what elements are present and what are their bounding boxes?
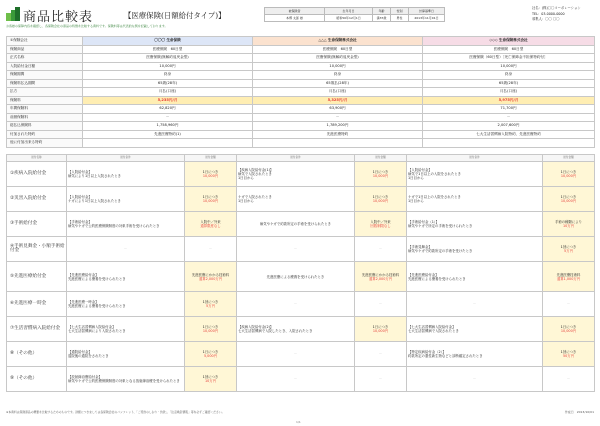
summary-row	[7, 96, 595, 105]
benefit-amount-value: 5,000円	[203, 354, 218, 359]
meta-label: 生年月日	[325, 8, 373, 15]
summary-row-label: 総払込保険料	[7, 122, 83, 131]
summary-cell	[253, 139, 423, 148]
benefit-condition	[67, 162, 185, 187]
summary-cell: 医療保険(無解約返戻金型)	[253, 54, 423, 63]
benefit-amount-value: 通算限度なし	[200, 224, 221, 229]
benefit-text-line: 退院後の通院をされたとき	[68, 354, 109, 359]
benefit-text-line: 七大生活習慣病により入院されたとき	[68, 329, 126, 334]
benefit-amount-value: 通算2,000万円	[198, 276, 223, 281]
benefit-text-line: 【放射線治療給付金】	[68, 375, 102, 379]
benefit-condition	[67, 317, 185, 342]
benefit-amount	[355, 317, 407, 342]
benefit-text-line: 1日につき	[560, 170, 577, 174]
summary-cell: 先進医療特約	[253, 130, 423, 139]
benefit-text-line: 1日につき	[560, 325, 577, 329]
summary-row-label: 前納保険料	[7, 113, 83, 122]
benefits-column-header: 給付金額	[185, 155, 237, 162]
page-number: 1/1	[296, 420, 301, 424]
benefit-text-line: 【特定疾病給付金（2）】	[408, 350, 446, 354]
benefit-text-line: 【疾病入院給付金(2)】	[238, 325, 274, 329]
benefit-row	[7, 342, 595, 367]
benefit-amount	[185, 317, 237, 342]
benefit-condition	[237, 162, 355, 187]
benefit-amount-value: 10,000円	[202, 329, 219, 334]
benefit-condition	[407, 367, 543, 392]
header-note: お客様の保障内容を確認し、各保険会社の商品の特徴を比較する資料です。保険料等は代表的な例を記載しております。	[6, 24, 168, 28]
summary-row-label: 正式名称	[7, 54, 83, 63]
benefit-condition	[67, 342, 185, 367]
benefit-condition	[407, 187, 543, 212]
benefit-amount-value: 通算1,000万円	[556, 276, 581, 281]
benefits-table	[6, 154, 595, 392]
benefit-amount	[185, 292, 237, 317]
benefit-text-line: －	[293, 247, 298, 252]
summary-row-label: 他に付加出来る特約	[7, 139, 83, 148]
benefit-condition	[407, 162, 543, 187]
summary-row-label: 払方	[7, 88, 83, 97]
benefit-text-line: 病気やケガで公的医療保険制度の対象手術を受けられたとき	[68, 224, 160, 229]
summary-cell: 5,325円/月	[253, 96, 423, 105]
summary-cell: 2,007,600円	[423, 122, 595, 131]
benefits-column-header: 給付名称	[7, 155, 67, 162]
benefit-text-line: 【入院給付金】	[408, 167, 432, 172]
summary-cell: 七大生活習慣病入院特約、先進医療特約	[423, 130, 595, 139]
benefit-amount	[543, 292, 595, 317]
benefit-amount	[185, 342, 237, 367]
summary-cell: －	[423, 113, 595, 122]
benefit-amount-value: 10,000円	[202, 174, 219, 179]
benefit-text-line: 【先進医療一時金】	[68, 300, 99, 304]
benefit-condition	[237, 187, 355, 212]
benefit-condition	[407, 212, 543, 237]
insured-info-table	[264, 7, 445, 22]
summary-row-label: 入院給付金日額	[7, 62, 83, 71]
benefit-amount-value: －	[378, 302, 383, 307]
benefit-amount	[355, 292, 407, 317]
summary-cell: 62,820円	[83, 105, 253, 114]
benefit-text-line: －	[123, 247, 128, 252]
page-header	[6, 5, 594, 35]
meta-label: 被保険者	[265, 8, 325, 15]
benefit-amount-value: 10,000円	[560, 329, 577, 334]
summary-row-label: 付加された特約	[7, 130, 83, 139]
calc-date: 2013年11月01日	[409, 15, 445, 22]
summary-row-label: 保険商品	[7, 45, 83, 54]
benefit-text-line: 先進医療にかかる技術料	[361, 272, 400, 277]
benefit-text-line: 七大生活習慣病で入院したとき、入院されたとき	[238, 329, 313, 334]
summary-row	[7, 105, 595, 114]
benefit-text-line: 1日につき	[372, 195, 389, 199]
benefit-condition	[67, 367, 185, 392]
benefit-label: ②災害入院給付金	[7, 187, 67, 212]
summary-row	[7, 79, 595, 88]
summary-cell	[83, 139, 253, 148]
benefit-amount-value: －	[566, 302, 571, 307]
summary-row	[7, 62, 595, 71]
summary-cell: 終身	[83, 71, 253, 80]
benefits-column-header: 給付金額	[355, 155, 407, 162]
benefit-row	[7, 367, 595, 392]
benefit-text-line: 病気やケガで所定の手術を受けられたとき	[408, 224, 473, 229]
summary-cell: 1,758,960円	[83, 122, 253, 131]
benefit-amount-value: －	[208, 247, 213, 252]
benefit-amount-value: 50万円	[562, 354, 575, 359]
benefit-text-line: 【七大生活習慣病入院給付金】	[408, 325, 456, 329]
summary-row	[7, 71, 595, 80]
benefit-text-line: 1日につき	[560, 195, 577, 199]
benefit-text-line: 先進医療による療養を受けられたとき	[266, 274, 325, 279]
benefit-text-line: 【先進医療給付金】	[408, 272, 439, 277]
insured-name: 本郷 太郎 様	[265, 15, 325, 22]
benefit-text-line: 【手術給付金（1）】	[408, 220, 439, 224]
summary-cell: ◇◇◇ 生命保険株式会社	[423, 37, 595, 46]
summary-row	[7, 130, 595, 139]
benefit-amount	[355, 262, 407, 292]
benefit-condition	[67, 292, 185, 317]
benefit-amount	[543, 162, 595, 187]
benefit-amount	[543, 237, 595, 262]
benefit-amount	[355, 367, 407, 392]
benefit-text-line: 七大生活習慣病で入院されたとき	[408, 329, 459, 334]
benefit-text-line: －	[472, 377, 477, 382]
summary-row	[7, 45, 595, 54]
benefit-condition	[237, 237, 355, 262]
footer-version: 作成日 2013/10/01	[564, 410, 594, 414]
benefit-text-line: 1日につき	[202, 325, 219, 329]
summary-cell: 月払(口座)	[423, 88, 595, 97]
summary-cell: 終身	[253, 71, 423, 80]
benefit-text-line: 入院中／外来	[370, 220, 391, 224]
summary-cell: 71,700円	[423, 105, 595, 114]
summary-row-label: 保険料	[7, 96, 83, 105]
benefit-row	[7, 262, 595, 292]
summary-row	[7, 113, 595, 122]
benefit-amount	[355, 237, 407, 262]
benefit-text-line: －	[293, 352, 298, 357]
benefit-text-line: 先進医療による療養を受けられたとき	[408, 276, 466, 281]
benefit-condition	[67, 262, 185, 292]
benefit-text-line: 【入院給付金】	[68, 195, 92, 199]
benefit-text-line: 【先進医療給付金】	[68, 272, 99, 277]
benefit-text-line: 先進医療にかかる技術料	[191, 272, 230, 277]
summary-cell: －	[83, 113, 253, 122]
benefit-condition	[407, 317, 543, 342]
benefit-text-line: 1回につき	[560, 350, 577, 354]
benefit-amount	[543, 262, 595, 292]
benefit-text-line: 病気で1日以上の入院をされたとき	[408, 172, 462, 177]
benefit-text-line: 病気で入院されたとき	[238, 172, 272, 177]
benefit-condition	[407, 292, 543, 317]
summary-cell: 医療保険 60日型	[253, 45, 423, 54]
summary-row	[7, 88, 595, 97]
benefit-amount-value: 10,000円	[372, 174, 389, 179]
company-info	[532, 6, 581, 23]
benefit-text-line: 手術の種類により	[554, 220, 583, 224]
benefit-condition	[237, 292, 355, 317]
summary-row-label: 保険期間	[7, 71, 83, 80]
benefit-amount-value: 10,000円	[560, 199, 577, 204]
benefit-label: ⑤先進医療給付金	[7, 262, 67, 292]
summary-row	[7, 122, 595, 131]
summary-cell: 63,900円	[253, 105, 423, 114]
benefit-text-line: 【七大生活習慣病入院給付金】	[68, 325, 116, 329]
benefit-condition	[237, 342, 355, 367]
benefit-text-line: 【手術給付金】	[68, 220, 92, 224]
benefit-condition	[67, 212, 185, 237]
benefit-text-line: 入院中／外来	[200, 220, 221, 224]
summary-row-label: ①保険会社	[7, 37, 83, 46]
benefit-amount	[185, 212, 237, 237]
benefit-text-line: 1回につき	[560, 245, 577, 249]
benefit-text-line: 1日につき	[372, 325, 389, 329]
benefit-amount	[185, 237, 237, 262]
benefit-amount-value: 5万円	[206, 304, 215, 309]
benefit-row	[7, 292, 595, 317]
benefit-row	[7, 162, 595, 187]
benefit-label: ⑥先進医療一時金	[7, 292, 67, 317]
age: 満37歳	[373, 15, 391, 22]
benefit-amount-value: －	[378, 377, 383, 382]
benefit-amount	[185, 367, 237, 392]
summary-cell: △△△ 生命保険株式会社	[253, 37, 423, 46]
benefit-row	[7, 212, 595, 237]
summary-row-label: 保険料払込期間	[7, 79, 83, 88]
benefit-condition	[237, 262, 355, 292]
summary-row	[7, 139, 595, 148]
summary-cell: 5,235円/月	[83, 96, 253, 105]
benefit-text-line: 1回につき	[202, 300, 219, 304]
benefit-text-line: －	[293, 302, 298, 307]
benefit-row	[7, 237, 595, 262]
page-title: 商品比較表	[23, 10, 94, 25]
summary-cell: 65歳払(28年)	[253, 79, 423, 88]
benefit-amount	[543, 342, 595, 367]
benefit-text-line: ケガで1日以上の入院をされたとき	[408, 195, 461, 199]
summary-cell: 医療保険(無解約返戻金型)	[83, 54, 253, 63]
benefit-text-line: 【疾病入院給付金(1)】	[238, 167, 274, 172]
benefit-amount	[355, 187, 407, 212]
benefit-text-line: －	[293, 377, 298, 382]
summary-cell: 65歳(28年)	[423, 79, 595, 88]
company-tel: TEL：03-0000-0000	[532, 11, 565, 16]
meta-label: 年齢	[373, 8, 391, 15]
summary-cell: 月払(口座)	[83, 88, 253, 97]
summary-cell: 1,789,200円	[253, 122, 423, 131]
summary-cell: 〇〇〇 生命保険	[83, 37, 253, 46]
summary-cell: 医療保険（60日型）［死亡保障金不担保特約付］	[423, 54, 595, 63]
benefit-label: ⑧（その他）	[7, 342, 67, 367]
benefits-column-header: 給付条件	[237, 155, 355, 162]
benefit-label: ①疾病入院給付金	[7, 162, 67, 187]
benefit-text-line: －	[472, 302, 477, 307]
benefit-row	[7, 187, 595, 212]
benefit-condition	[237, 317, 355, 342]
summary-table	[6, 36, 595, 148]
benefit-amount-value: 10,000円	[372, 199, 389, 204]
benefit-text-line: 病気やケガで約款所定の手術を受けたとき	[408, 249, 473, 254]
benefit-condition	[407, 262, 543, 292]
benefit-text-line: 1日目から	[238, 176, 254, 181]
benefit-amount-value: －	[378, 352, 383, 357]
benefit-amount	[185, 187, 237, 212]
benefit-amount	[543, 187, 595, 212]
summary-row-label: 年間保険料	[7, 105, 83, 114]
company-name: 社名：(株)〇〇コーポレーション	[532, 6, 581, 10]
meta-label: 計算基準日	[409, 8, 445, 15]
summary-row	[7, 37, 595, 46]
benefit-amount	[185, 262, 237, 292]
benefit-text-line: 【通院給付金】	[68, 350, 92, 354]
summary-row	[7, 54, 595, 63]
summary-cell: 65歳(28年)	[83, 79, 253, 88]
benefit-amount-value: 10,000円	[202, 199, 219, 204]
benefit-row	[7, 317, 595, 342]
benefit-amount	[185, 162, 237, 187]
benefit-text-line: 先進医療による療養を受けられたとき	[68, 304, 126, 309]
benefit-text-line: 1日目から	[408, 199, 424, 204]
benefit-condition	[407, 342, 543, 367]
benefit-text-line: 【入院給付金】	[68, 170, 92, 174]
benefit-amount	[543, 367, 595, 392]
summary-cell: 月払(口座)	[253, 88, 423, 97]
benefit-text-line: 病気により1日以上入院されたとき	[68, 174, 122, 179]
summary-cell	[423, 139, 595, 148]
meta-label: 性別	[391, 8, 409, 15]
benefit-amount-value: 10,000円	[560, 174, 577, 179]
benefit-text-line: 【手術見舞金】	[408, 245, 432, 249]
benefit-amount-value: －	[566, 377, 571, 382]
company-rep: 募集人：〇〇 〇〇	[532, 17, 560, 21]
gender: 男性	[391, 15, 409, 22]
benefit-text-line: 1日目から	[238, 199, 254, 204]
benefit-label: ④手術見舞金・小額手術給付金	[7, 237, 67, 262]
summary-cell: 10,000円	[253, 62, 423, 71]
benefit-amount	[355, 212, 407, 237]
benefits-column-header: 給付条件	[407, 155, 543, 162]
benefit-text-line: ケガで入院されたとき	[238, 195, 272, 199]
benefit-condition	[237, 212, 355, 237]
benefit-amount-value: －	[378, 247, 383, 252]
summary-cell: 先進医療特約(1)	[83, 130, 253, 139]
logo-icon	[6, 7, 20, 21]
benefit-label: ③手術給付金	[7, 212, 67, 237]
benefit-amount	[355, 342, 407, 367]
benefit-text-line: 1日につき	[202, 170, 219, 174]
benefits-header-row	[7, 155, 595, 162]
benefit-condition	[67, 237, 185, 262]
benefit-amount	[543, 212, 595, 237]
benefits-column-header: 給付条件	[67, 155, 185, 162]
summary-cell: 医療保険 60日型	[83, 45, 253, 54]
benefit-amount-value: 5万円	[564, 249, 573, 254]
benefit-text-line: 先進医療技術料	[556, 272, 581, 277]
benefit-text-line: 1回につき	[202, 375, 219, 379]
benefit-condition	[407, 237, 543, 262]
benefit-text-line: 1日につき	[202, 350, 219, 354]
summary-cell: 10,000円	[83, 62, 253, 71]
summary-cell: 10,000円	[423, 62, 595, 71]
benefit-amount-value: 10万円	[562, 224, 575, 229]
benefit-amount-value: 10,000円	[372, 329, 389, 334]
benefit-amount	[543, 317, 595, 342]
page-subtitle: 【医療保険(日額給付タイプ)】	[124, 11, 226, 20]
benefit-text-line: 1日につき	[202, 195, 219, 199]
benefit-amount-value: 回数制限なし	[370, 224, 391, 229]
benefit-text-line: 1日につき	[372, 170, 389, 174]
benefit-text-line: ケガにより1日以上入院されたとき	[68, 199, 121, 204]
benefit-text-line: 1日目から	[408, 176, 424, 181]
benefit-amount-value: 通算2,000万円	[368, 276, 393, 281]
benefit-condition	[237, 367, 355, 392]
benefits-column-header: 給付金額	[543, 155, 595, 162]
benefit-text-line: 病気やケガで約款所定の手術を受けられたとき	[259, 222, 332, 227]
benefit-text-line: 病気やケガで公的医療保険制度の対象となる放射線治療を受けられたとき	[68, 379, 180, 384]
birth-date: 昭和50年12月1日	[325, 15, 373, 22]
summary-cell: 終身	[423, 71, 595, 80]
benefit-text-line: 先進医療による療養を受けられたとき	[68, 276, 126, 281]
summary-cell: 医療保険 60日型	[423, 45, 595, 54]
benefit-amount	[355, 162, 407, 187]
benefit-condition	[67, 187, 185, 212]
benefit-text-line: 約款所定の悪性新生物などと診断確定されたとき	[408, 354, 483, 359]
summary-cell: 5,975円/月	[423, 96, 595, 105]
benefit-label: ⑦生活習慣病入院給付金	[7, 317, 67, 342]
benefit-label: ⑨（その他）	[7, 367, 67, 392]
benefit-amount-value: 10万円	[204, 379, 217, 384]
footer-note: ※本資料は保険商品の概要を比較するためのものです。詳細につきましては各保険会社のパンフレット、「ご契約のしおり・約款」、「注意喚起情報」等を必ずご確認ください。	[6, 410, 225, 414]
summary-cell: －	[253, 113, 423, 122]
